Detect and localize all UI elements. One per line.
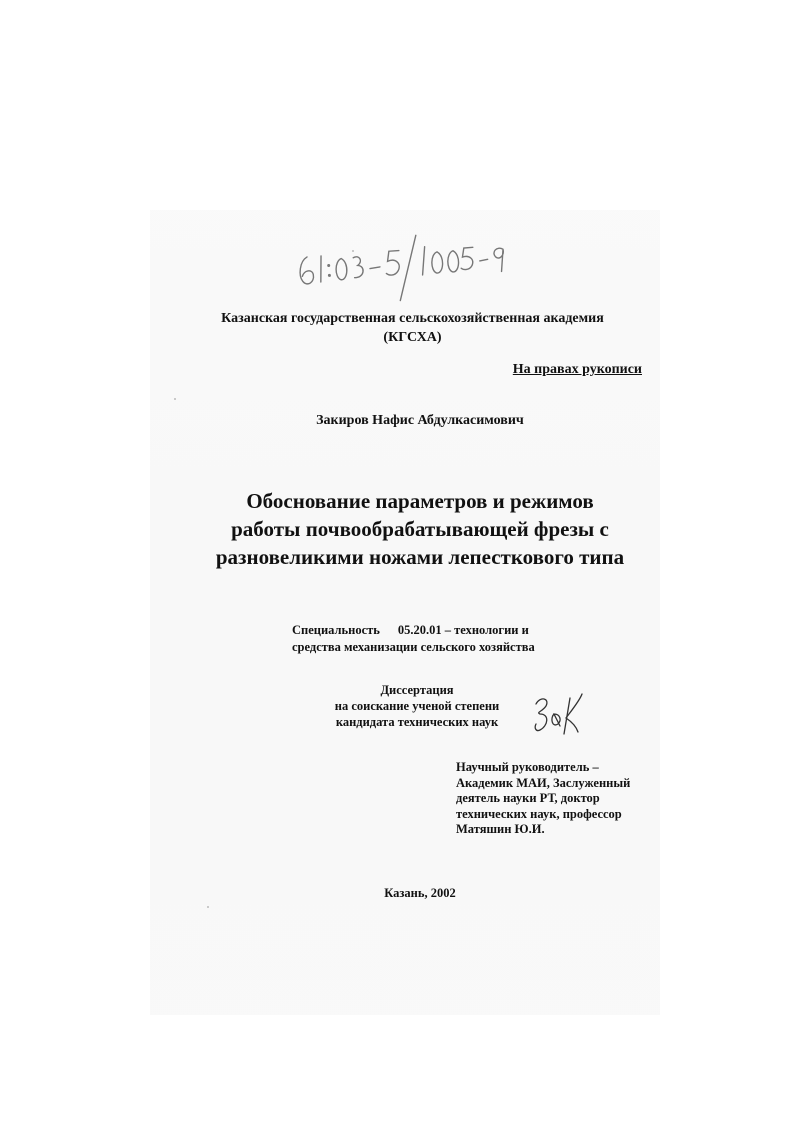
handwritten-signature (530, 688, 590, 740)
title-line-2: работы почвообрабатывающей фрезы с (231, 517, 609, 541)
title-line-3: разновеликими ножами лепесткового типа (215, 545, 625, 569)
supervisor-block (456, 760, 676, 838)
city-year: Казань, 2002 (384, 886, 456, 900)
supervisor-name: Матяшин Ю.И. (456, 822, 545, 836)
dissertation-label: Диссертация (380, 683, 454, 697)
institution-abbreviation: (КГСХА) (383, 330, 442, 345)
dissertation-title (150, 487, 690, 571)
supervisor-label: Научный руководитель – (456, 760, 599, 774)
institution-name: Казанская государственная сельскохозяйственная академия (221, 311, 604, 326)
specialty-block (292, 622, 632, 656)
rights-note: На правах рукописи (512, 362, 642, 377)
dissertation-degree: кандидата технических наук (335, 715, 499, 729)
scan-speck (352, 250, 354, 252)
supervisor-title-1: Академик МАИ, Заслуженный (456, 775, 631, 790)
supervisor-title-2: деятель науки РТ, доктор (456, 791, 600, 805)
specialty-label: Специальность (292, 623, 380, 637)
scan-speck (207, 906, 209, 908)
supervisor-title-3: технических наук, профессор (456, 806, 622, 821)
scan-speck (174, 398, 176, 400)
author-name: Закиров Нафис Абдулкасимович (316, 413, 524, 428)
title-line-1: Обоснование параметров и режимов (246, 489, 594, 513)
institution-block (170, 309, 655, 347)
dissertation-purpose: на соискание ученой степени (334, 699, 500, 713)
specialty-text-2: средства механизации сельского хозяйства (292, 640, 535, 654)
dissertation-degree-block (312, 682, 522, 730)
specialty-text-1: технологии и (454, 623, 529, 637)
specialty-code: 05.20.01 (397, 623, 442, 637)
specialty-dash: – (444, 623, 452, 637)
